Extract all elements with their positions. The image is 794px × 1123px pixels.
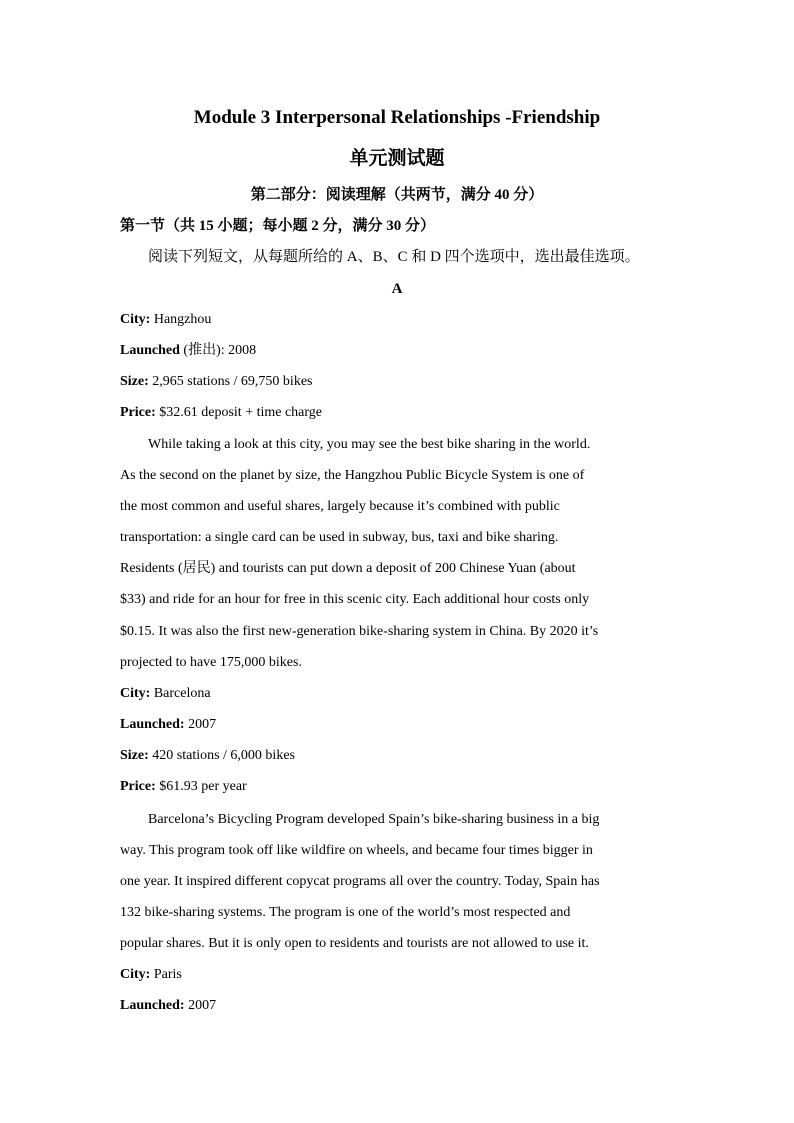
barcelona-city-row — [120, 684, 211, 704]
hangzhou-price-row — [120, 403, 322, 423]
launched-label: Launched — [120, 343, 180, 358]
city-label: City: — [120, 686, 151, 701]
launched-value: 2007 — [184, 717, 217, 732]
paris-city-row — [120, 965, 182, 985]
section-heading: 第一节（共 15 小题；每小题 2 分，满分 30 分） — [120, 218, 436, 234]
price-value: $32.61 deposit + time charge — [155, 405, 323, 420]
passage-label: A — [391, 281, 403, 297]
launched-value: 2007 — [184, 998, 217, 1013]
price-value: $61.93 per year — [155, 779, 247, 794]
barcelona-launched-row — [120, 715, 216, 735]
paragraph-line: Residents (居民) and tourists can put down a deposit of 200 Chinese Yuan (about — [120, 561, 576, 576]
size-value: 2,965 stations / 69,750 bikes — [148, 374, 313, 389]
paragraph-line: $33) and ride for an hour for free in this scenic city. Each additional hour costs only — [120, 592, 590, 607]
launched-label: Launched: — [120, 717, 185, 732]
paris-launched-row — [120, 996, 216, 1016]
launched-label: Launched: — [120, 998, 185, 1013]
paragraph-line: popular shares. But it is only open to residents and tourists are not allowed to use it. — [120, 936, 589, 951]
paragraph-line: 132 bike-sharing systems. The program is one of the world’s most respected and — [120, 905, 571, 920]
city-value: Barcelona — [150, 686, 211, 701]
hangzhou-launched-row — [120, 341, 256, 361]
document-subtitle: 单元测试题 — [349, 148, 445, 169]
city-value: Paris — [150, 967, 182, 982]
barcelona-price-row — [120, 777, 247, 797]
paragraph-line: transportation: a single card can be used in subway, bus, taxi and bike sharing. — [120, 530, 559, 545]
paragraph-line: the most common and useful shares, largely because it’s combined with public — [120, 499, 560, 514]
size-label: Size: — [120, 748, 149, 763]
price-label: Price: — [120, 779, 156, 794]
paragraph-line: way. This program took off like wildfire on wheels, and became four times bigger in — [120, 843, 593, 858]
paragraph-line: $0.15. It was also the first new-generation bike-sharing system in China. By 2020 it’s — [120, 624, 599, 639]
barcelona-size-row — [120, 746, 295, 766]
instructions: 阅读下列短文，从每题所给的 A、B、C 和 D 四个选项中，选出最佳选项。 — [148, 249, 640, 265]
paragraph-line: Barcelona’s Bicycling Program developed Spain’s bike-sharing business in a big — [148, 812, 600, 827]
paragraph-line: As the second on the planet by size, the Hangzhou Public Bicycle System is one of — [120, 468, 585, 483]
city-value: Hangzhou — [150, 312, 212, 327]
part-heading: 第二部分：阅读理解（共两节，满分 40 分） — [250, 187, 544, 203]
hangzhou-size-row — [120, 372, 313, 392]
size-label: Size: — [120, 374, 149, 389]
size-value: 420 stations / 6,000 bikes — [148, 748, 295, 763]
city-label: City: — [120, 312, 151, 327]
document-title: Module 3 Interpersonal Relationships -Friendship — [193, 107, 601, 128]
paragraph-line: projected to have 175,000 bikes. — [120, 655, 302, 670]
price-label: Price: — [120, 405, 156, 420]
city-label: City: — [120, 967, 151, 982]
hangzhou-city-row — [120, 310, 211, 330]
launched-value: (推出): 2008 — [179, 343, 257, 358]
paragraph-line: While taking a look at this city, you may see the best bike sharing in the world. — [148, 437, 591, 452]
paragraph-line: one year. It inspired different copycat programs all over the country. Today, Spain has — [120, 874, 600, 889]
